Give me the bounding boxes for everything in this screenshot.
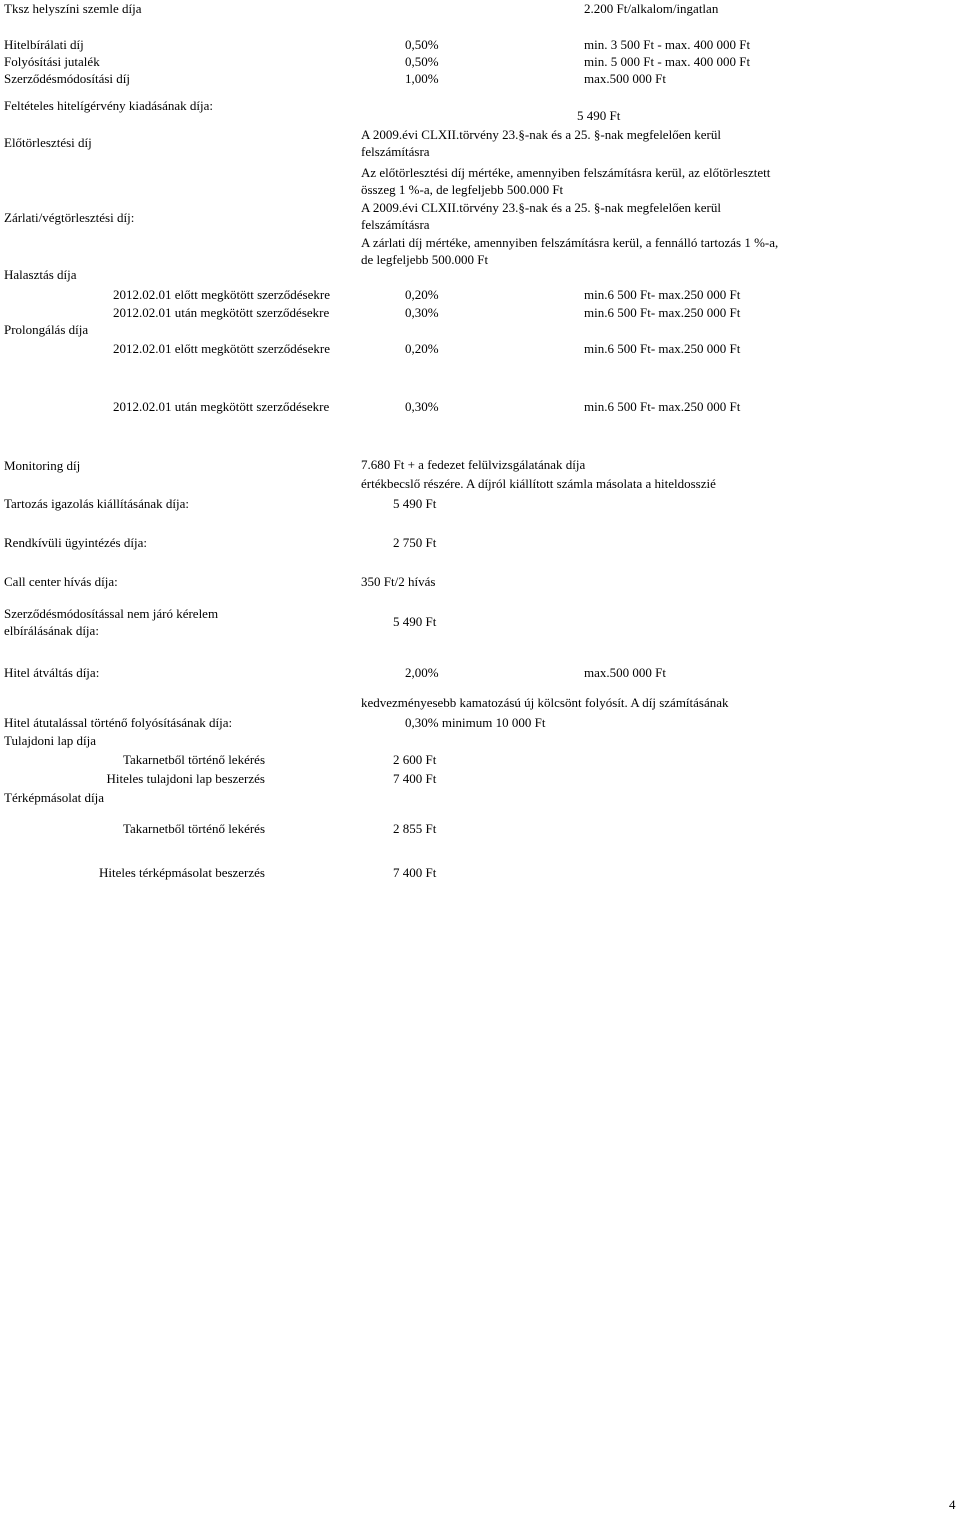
closing-fee-label: Zárlati/végtörlesztési díj: (4, 210, 135, 225)
map-copy-fee-label: Térképmásolat díja (4, 790, 104, 805)
prolongation-row-after-rate: 0,30% (405, 399, 439, 414)
request-fee-value: 5 490 Ft (393, 614, 437, 629)
credit-assessment-fee-range: min. 3 500 Ft - max. 400 000 Ft (584, 37, 751, 52)
contract-modification-fee-rate: 1,00% (405, 71, 439, 86)
deferral-row-before-rate: 0,20% (405, 287, 439, 302)
deferral-fee-label: Halasztás díja (4, 267, 77, 282)
prolongation-row-after-desc: 2012.02.01 után megkötött szerződésekre (113, 399, 330, 414)
prepayment-fee-label: Előtörlesztési díj (4, 135, 92, 150)
conversion-fee-rate: 2,00% (405, 665, 439, 680)
transfer-disbursement-fee-value: 0,30% minimum 10 000 Ft (405, 715, 546, 730)
prepayment-fee-law: A 2009.évi CLXII.törvény 23.§-nak és a 25. §-nak megfelelően kerül felszámításra (361, 127, 721, 159)
land-registry-takarnet-value: 2 600 Ft (393, 752, 437, 767)
conditional-promise-fee-value: 5 490 Ft (577, 108, 621, 123)
call-center-fee-value: 350 Ft/2 hívás (361, 574, 436, 589)
prepayment-fee-rule: Az előtörlesztési díj mértéke, amennyiben felszámításra kerül, az előtörlesztett összeg 1 %-a, de legfeljebb 500.000 Ft (361, 165, 771, 197)
monitoring-fee-line2: értékbecslő részére. A díjról kiállított számla másolata a hiteldosszié (361, 476, 716, 491)
conversion-fee-range: max.500 000 Ft (584, 665, 666, 680)
closing-fee-law: A 2009.évi CLXII.törvény 23.§-nak és a 25. §-nak megfelelően kerül felszámításra (361, 200, 721, 232)
request-fee-label-line2: elbírálásának díja: (4, 623, 99, 638)
contract-modification-fee-label: Szerződésmódosítási díj (4, 71, 131, 86)
prolongation-row-before-desc: 2012.02.01 előtt megkötött szerződésekre (113, 341, 330, 356)
prolongation-fee-label: Prolongálás díja (4, 322, 89, 337)
transfer-disbursement-fee-label: Hitel átutalással történő folyósításának díja: (4, 715, 233, 730)
conditional-promise-fee-label: Feltételes hitelígérvény kiadásának díja: (4, 98, 214, 113)
deferral-row-before-range: min.6 500 Ft- max.250 000 Ft (584, 287, 741, 302)
map-copy-takarnet-value: 2 855 Ft (393, 821, 437, 836)
page-number: 4 (949, 1497, 956, 1512)
credit-assessment-fee-rate: 0,50% (405, 37, 439, 52)
deferral-row-after-range: min.6 500 Ft- max.250 000 Ft (584, 305, 741, 320)
monitoring-fee-line1: 7.680 Ft + a fedezet felülvizsgálatának díja (361, 457, 586, 472)
closing-fee-rule: A zárlati díj mértéke, amennyiben felszámításra kerül, a fennálló tartozás 1 %-a, de legfeljebb 500.000 Ft (361, 235, 779, 267)
map-copy-certified-desc: Hiteles térképmásolat beszerzés (98, 865, 265, 880)
disbursement-fee-range: min. 5 000 Ft - max. 400 000 Ft (584, 54, 751, 69)
prolongation-row-after-range: min.6 500 Ft- max.250 000 Ft (584, 399, 741, 414)
extraordinary-admin-fee-value: 2 750 Ft (393, 535, 437, 550)
conversion-fee-note: kedvezményesebb kamatozású új kölcsönt folyósít. A díj számításának (361, 695, 729, 710)
map-copy-takarnet-desc: Takarnetből történő lekérés (122, 821, 265, 836)
inspection-fee-label: Tksz helyszíni szemle díja (4, 1, 142, 16)
inspection-fee-value: 2.200 Ft/alkalom/ingatlan (584, 1, 719, 16)
deferral-row-after-desc: 2012.02.01 után megkötött szerződésekre (113, 305, 330, 320)
deferral-row-before-desc: 2012.02.01 előtt megkötött szerződésekre (113, 287, 330, 302)
map-copy-certified-value: 7 400 Ft (393, 865, 437, 880)
conversion-fee-label: Hitel átváltás díja: (4, 665, 100, 680)
disbursement-fee-rate: 0,50% (405, 54, 439, 69)
debt-certificate-fee-value: 5 490 Ft (393, 496, 437, 511)
credit-assessment-fee-label: Hitelbírálati díj (4, 37, 84, 52)
request-fee-label-line1: Szerződésmódosítással nem járó kérelem (4, 606, 219, 621)
land-registry-certified-desc: Hiteles tulajdoni lap beszerzés (106, 771, 265, 786)
call-center-fee-label: Call center hívás díja: (4, 574, 118, 589)
contract-modification-fee-range: max.500 000 Ft (584, 71, 666, 86)
prolongation-row-before-range: min.6 500 Ft- max.250 000 Ft (584, 341, 741, 356)
debt-certificate-fee-label: Tartozás igazolás kiállításának díja: (4, 496, 189, 511)
land-registry-fee-label: Tulajdoni lap díja (4, 733, 96, 748)
extraordinary-admin-fee-label: Rendkívüli ügyintézés díja: (4, 535, 147, 550)
disbursement-fee-label: Folyósítási jutalék (4, 54, 100, 69)
monitoring-fee-label: Monitoring díj (4, 458, 81, 473)
deferral-row-after-rate: 0,30% (405, 305, 439, 320)
prolongation-row-before-rate: 0,20% (405, 341, 439, 356)
land-registry-certified-value: 7 400 Ft (393, 771, 437, 786)
land-registry-takarnet-desc: Takarnetből történő lekérés (122, 752, 265, 767)
